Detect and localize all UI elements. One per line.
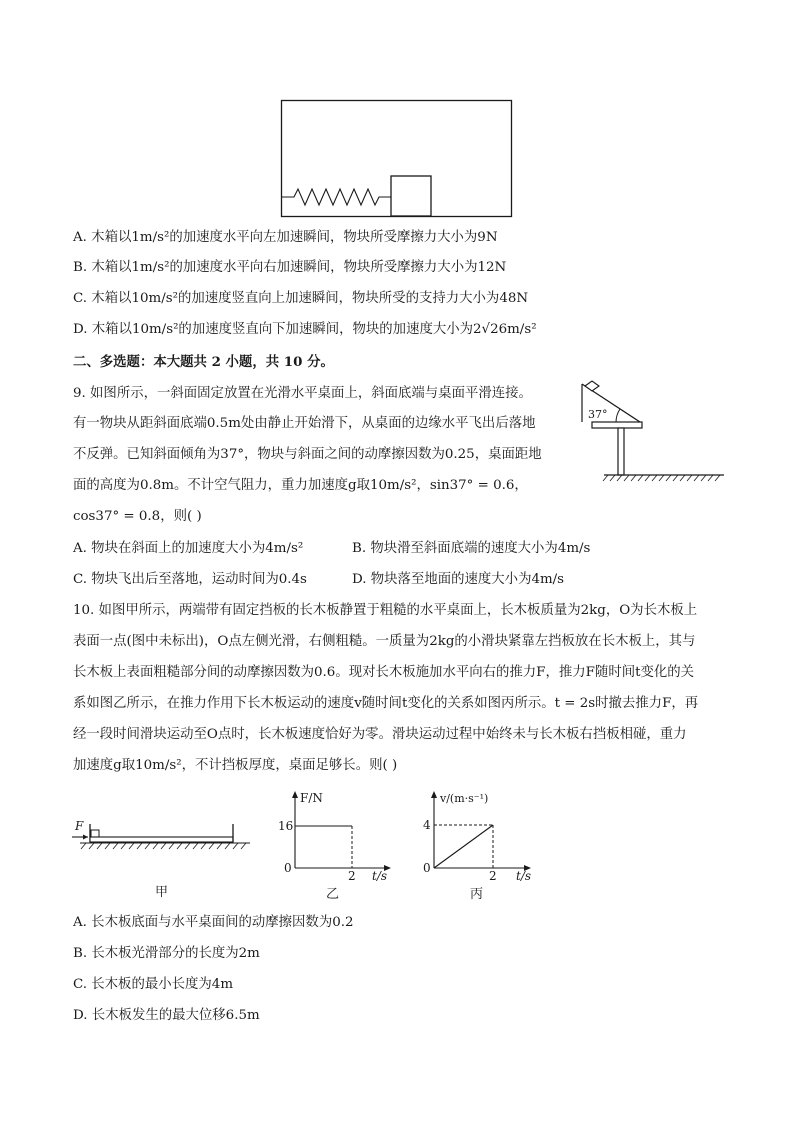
bing-velocity-line (434, 825, 493, 868)
caption-bing: 丙 (470, 887, 484, 902)
yi-y-tick: 16 (278, 819, 294, 833)
yi-x-tick: 2 (348, 869, 356, 883)
bing-origin: 0 (423, 861, 431, 875)
q10-option-d: D. 长木板发生的最大位移6.5m (73, 1008, 260, 1023)
figure-bing (420, 788, 545, 903)
caption-yi: 乙 (326, 887, 340, 902)
q9-option-c: C. 物块飞出后至落地，运动时间为0.4s (73, 572, 307, 587)
q10-line-4: 系如图乙所示，在推力作用下长木板运动的速度v随时间t变化的关系如图丙所示。t = 2s时撤去推力F，再 (73, 696, 699, 711)
q9-line-5: cos37° = 0.8，则( ) (73, 509, 202, 524)
q9-line-3: 不反弹。已知斜面倾角为37°，物块与斜面之间的动摩擦因数为0.25，桌面距地 (73, 447, 542, 462)
q9-option-a: A. 物块在斜面上的加速度大小为4m/s² (73, 541, 304, 556)
q10-line-5: 经一段时间滑块运动至O点时，长木板速度恰好为零。滑块运动过程中始终未与长木板右挡板相碰，重力 (73, 727, 687, 742)
q10-option-c: C. 长木板的最小长度为4m (73, 977, 234, 992)
figure-yi (278, 788, 403, 903)
q10-option-b: B. 长木板光滑部分的长度为2m (73, 946, 260, 961)
bing-y-tick: 4 (423, 818, 431, 832)
q9-line-2: 有一物块从距斜面底端0.5m处由静止开始滑下，从桌面的边缘水平飞出后落地 (73, 416, 536, 431)
box-spring-figure (280, 99, 514, 219)
caption-jia: 甲 (155, 885, 169, 900)
force-label: F (75, 819, 84, 833)
long-board (90, 837, 233, 842)
incline-block (585, 381, 599, 391)
q9-option-d: D. 物块落至地面的速度大小为4m/s (352, 572, 565, 587)
slider-block (91, 830, 99, 837)
q8-option-c: C. 木箱以10m/s²的加速度竖直向上加速瞬间，物块所受的支持力大小为48N (73, 291, 529, 306)
yi-x-label: t/s (372, 869, 388, 883)
q9-line-4: 面的高度为0.8m。不计空气阻力，重力加速度g取10m/s²，sin37° = 0.6， (73, 478, 528, 493)
incline-table-figure (570, 380, 730, 485)
yi-origin: 0 (284, 861, 292, 875)
q10-line-1: 10. 如图甲所示，两端带有固定挡板的长木板静置于粗糙的水平桌面上，长木板质量为2kg，O为长木板上 (73, 603, 698, 618)
bing-x-tick: 2 (489, 869, 497, 883)
q10-option-a: A. 长木板底面与水平桌面间的动摩擦因数为0.2 (73, 915, 354, 930)
bing-x-label: t/s (516, 869, 532, 883)
block (391, 176, 431, 216)
bing-y-label: v/(m·s⁻¹) (440, 792, 489, 805)
yi-y-label: F/N (300, 791, 323, 805)
q10-line-3: 长木板上表面粗糙部分间的动摩擦因数为0.6。现对长木板施加水平向右的推力F，推力F随时间t变化的关 (73, 665, 695, 680)
q10-line-2: 表面一点(图中未标出)，O点左侧光滑，右侧粗糙。一质量为2kg的小滑块紧靠左挡板放在长木板上，其与 (73, 634, 696, 649)
q8-option-a: A. 木箱以1m/s²的加速度水平向左加速瞬间，物块所受摩擦力大小为9N (73, 230, 498, 245)
q8-option-d: D. 木箱以10m/s²的加速度竖直向下加速瞬间，物块的加速度大小为2√26m/s² (73, 322, 537, 337)
q9-line-1: 9. 如图所示，一斜面固定放置在光滑水平桌面上，斜面底端与桌面平滑连接。 (73, 386, 532, 401)
figure-jia (70, 818, 255, 903)
q9-option-b: B. 物块滑至斜面底端的速度大小为4m/s (352, 541, 591, 556)
q10-line-6: 加速度g取10m/s²，不计挡板厚度，桌面足够长。则( ) (73, 758, 398, 773)
q8-option-b: B. 木箱以1m/s²的加速度水平向右加速瞬间，物块所受摩擦力大小为12N (73, 260, 507, 275)
spring (282, 189, 391, 205)
section-heading: 二、多选题：本大题共 2 小题，共 10 分。 (73, 354, 334, 370)
angle-label: 37° (588, 408, 608, 421)
